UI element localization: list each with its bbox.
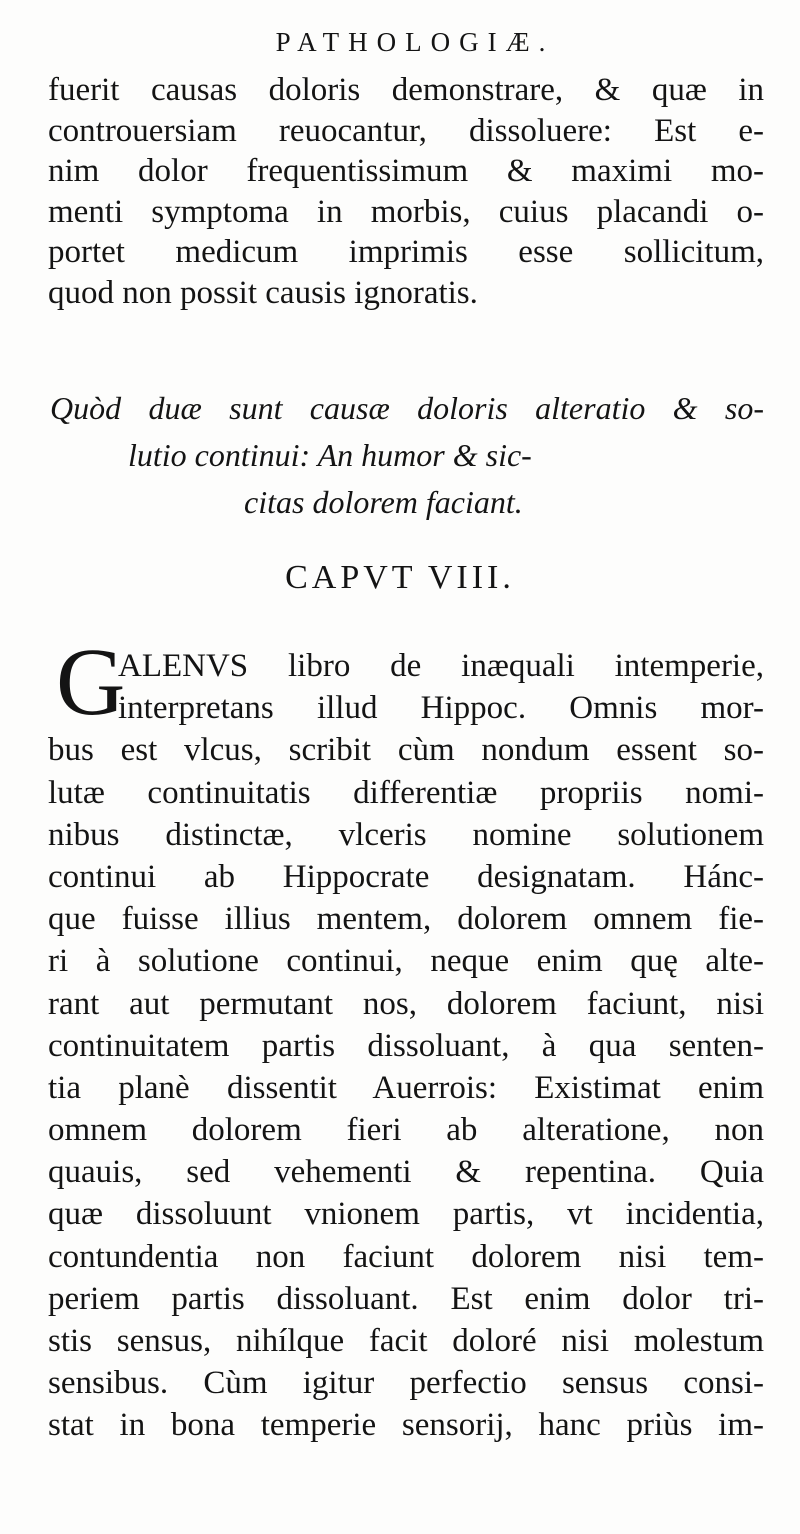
text-line: periem partis dissoluant. Est enim dolor tri-: [48, 1280, 764, 1317]
text-line: ALENVS libro de inæquali intemperie,: [118, 648, 764, 684]
text-line: que fuisse illius mentem, dolorem omnem fie-: [48, 901, 764, 938]
text-line: portet medicum imprimis esse sollicitum,: [48, 234, 764, 270]
text-line: interpretans illud Hippoc. Omnis mor-: [118, 690, 764, 727]
text-line: stat in bona temperie sensorij, hanc priùs im-: [48, 1407, 764, 1444]
text-line: rant aut permutant nos, dolorem faciunt, nisi: [48, 985, 764, 1022]
heading-line: citas dolorem faciant.: [244, 484, 523, 520]
text-line: menti symptoma in morbis, cuius placandi o-: [48, 193, 764, 230]
text-line: quod non possit causis ignoratis.: [48, 274, 478, 311]
section-heading: [48, 385, 764, 526]
text-line: contundentia non faciunt dolorem nisi tem-: [48, 1238, 764, 1275]
text-line: fuerit causas doloris demonstrare, & quæ in: [48, 72, 764, 108]
text-line: omnem dolorem fieri ab alteratione, non: [48, 1112, 764, 1149]
drop-cap-initial: G: [56, 628, 126, 735]
text-line: sensibus. Cùm igitur perfectio sensus consi-: [48, 1365, 764, 1402]
text-line: quæ dissoluunt vnionem partis, vt incidentia,: [48, 1196, 764, 1233]
text-line: bus est vlcus, scribit cùm nondum essent so-: [48, 732, 764, 769]
running-head: PATHOLOGIÆ.: [275, 27, 555, 57]
chapter-title: CAPVT VIII.: [285, 559, 515, 596]
paragraph-continuation: [48, 70, 764, 313]
text-line: ri à solutione continui, neque enim quę alte-: [48, 943, 764, 980]
text-line: stis sensus, nihílque facit doloré nisi molestum: [48, 1323, 764, 1359]
text-line: continuitatem partis dissoluant, à qua senten-: [48, 1027, 764, 1064]
heading-line: Quòd duæ sunt causæ doloris alteratio & so-: [50, 390, 764, 426]
chapter-body: [48, 645, 764, 1447]
text-line: lutæ continuitatis differentiæ propriis nomi-: [48, 774, 764, 811]
text-line: nim dolor frequentissimum & maximi mo-: [48, 153, 764, 189]
text-line: nibus distinctæ, vlceris nomine solutionem: [48, 816, 764, 853]
text-line: tia planè dissentit Auerrois: Existimat enim: [48, 1069, 764, 1106]
text-line: quauis, sed vehementi & repentina. Quia: [48, 1154, 764, 1191]
heading-line: lutio continui: An humor & sic-: [128, 437, 532, 473]
text-line: continui ab Hippocrate designatam. Hánc-: [48, 858, 764, 895]
text-line: controuersiam reuocantur, dissoluere: Est e-: [48, 112, 764, 149]
